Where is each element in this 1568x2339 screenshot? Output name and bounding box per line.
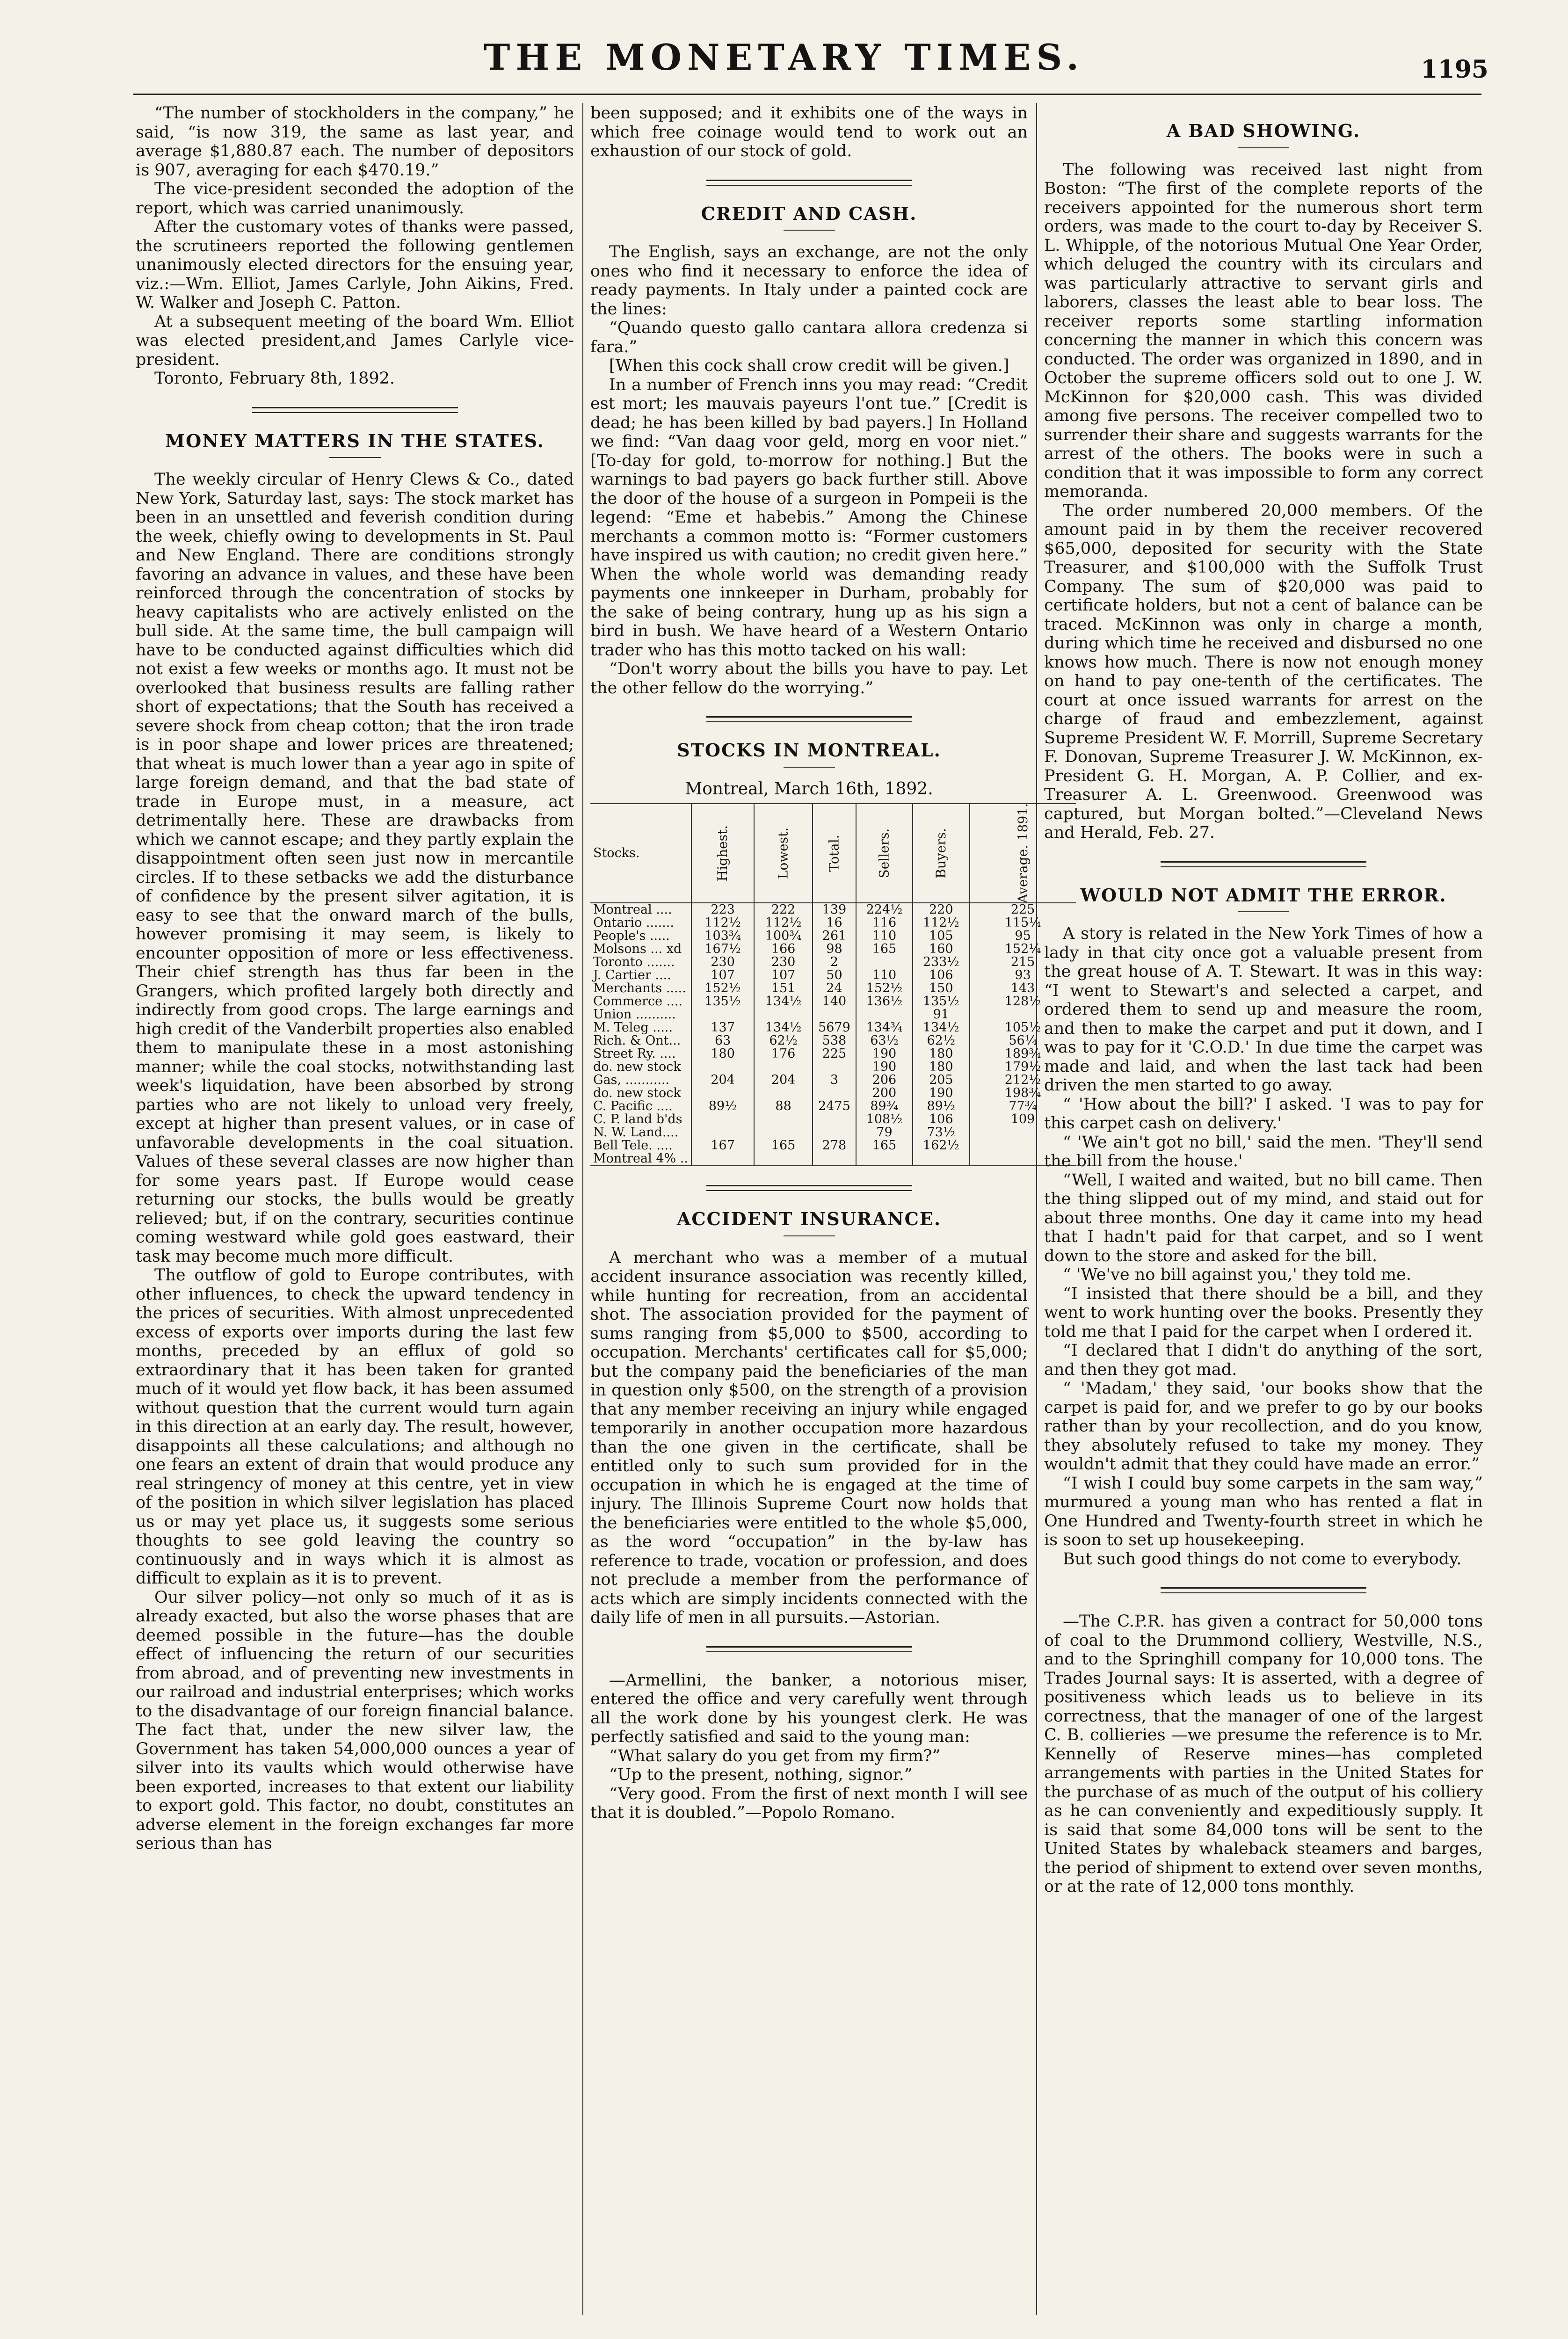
section-separator <box>706 1185 912 1191</box>
paragraph: The vice-president seconded the adoption of the report, which was carried unanimously. <box>136 180 574 218</box>
stock-value-cell: 198¾ <box>970 1087 1076 1100</box>
table-row <box>590 1100 1076 1113</box>
stocks-table <box>590 803 1076 1166</box>
stock-value-cell: 166 <box>754 943 813 956</box>
stock-value-cell: 115¼ <box>970 916 1076 930</box>
stock-value-cell <box>691 1113 754 1126</box>
stock-value-cell <box>754 1008 813 1021</box>
stock-value-cell: 112½ <box>691 916 754 930</box>
paragraph: “Quando questo gallo cantara allora credenza si fara.” <box>590 319 1028 356</box>
table-row <box>590 1047 1076 1061</box>
column-1 <box>136 104 574 1853</box>
stock-value-cell: 225 <box>813 1047 856 1061</box>
stock-value-cell: 190 <box>913 1087 970 1100</box>
table-row <box>590 956 1076 969</box>
stock-value-cell <box>754 1113 813 1126</box>
stock-name-cell: Montreal .... <box>593 902 672 917</box>
stocks-dateline: Montreal, March 16th, 1892. <box>685 779 933 799</box>
stock-value-cell: 89½ <box>913 1100 970 1113</box>
stock-value-cell: 16 <box>813 916 856 930</box>
stock-value-cell: 137 <box>691 1021 754 1034</box>
paragraph: “ 'How about the bill?' I asked. 'I was to pay for this carpet cash on delivery.' <box>1044 1095 1483 1133</box>
paragraph: “The number of stockholders in the company,” he said, “is now 319, the same as last year, and average $1,880.87 each. The number of depositors is 907, averaging for each $470.19.” <box>136 104 574 180</box>
stock-name-cell: C. Pacific .... <box>593 1099 673 1113</box>
stock-value-cell: 106 <box>913 1113 970 1126</box>
stock-value-cell: 134½ <box>913 1021 970 1034</box>
table-row <box>590 1074 1076 1087</box>
stock-name-cell: Union .......... <box>593 1007 676 1022</box>
paragraph: “Very good. From the first of next month I will see that it is doubled.”—Popolo Romano. <box>590 1784 1028 1822</box>
stock-value-cell: 105 <box>913 930 970 943</box>
table-row <box>590 1008 1076 1021</box>
stock-value-cell: 180 <box>913 1061 970 1074</box>
paragraph: In a number of French inns you may read: “Credit est mort; les mauvais payeurs l'ont tue.” [Credit is dead; he has been killed by bad payers.] In Holland we find: “Van daag voor geld, morg en voor niet.” [To-day for gold, to-morrow for nothing.] But the warnings to bad payers go back further still. Above the door of the house of a surgeon in Pompeii is the legend: “Eme et habebis.” Among the Chinese merchants a common motto is: “Former customers have inspired us with caution; no credit given here.” When the whole world was demanding ready payments one innkeeper in Durham, probably for the sake of being contrary, hung up as his sign a bird in bush. We have heard of a Western Ontario trader who has this motto tacked on his wall: <box>590 375 1028 660</box>
table-row <box>590 1152 1076 1166</box>
stock-value-cell <box>813 1126 856 1139</box>
table-header-row <box>590 804 1076 903</box>
stock-value-cell: 180 <box>913 1047 970 1061</box>
stock-value-cell: 63½ <box>856 1034 913 1047</box>
stock-value-cell <box>691 1008 754 1021</box>
table-row <box>590 1087 1076 1100</box>
article-heading-would-not-admit: WOULD NOT ADMIT THE ERROR. <box>1080 884 1447 906</box>
stock-value-cell <box>856 1152 913 1166</box>
stock-value-cell: 224½ <box>856 903 913 916</box>
stock-value-cell: 180 <box>691 1047 754 1061</box>
stock-value-cell: 261 <box>813 930 856 943</box>
stock-value-cell: 2 <box>813 956 856 969</box>
stock-value-cell: 100¾ <box>754 930 813 943</box>
stock-value-cell: 77¾ <box>970 1100 1076 1113</box>
paragraph: The outflow of gold to Europe contributes, with other influences, to check the upward tendency in the prices of securities. With almost unprecedented excess of exports over imports during the last few months, preceded by an efflux of gold so extraordinary that it has been taken for granted much of it would yet flow back, it has been assumed without question that the current would turn again in this direction at an early day. The result, however, disappoints all these calculations; and although no one fears an extent of drain that would produce any real stringency of money at this centre, yet in view of the position in which silver legislation has placed us or may yet place us, it suggests some serious thoughts to see gold leaving the country so continuously and in ways which it is almost as difficult to explain as it is to prevent. <box>136 1266 574 1588</box>
paragraph: —Armellini, the banker, a notorious miser, entered the office and very carefully went through all the work done by his youngest clerk. He was perfectly satisfied and said to the young man: <box>590 1671 1028 1746</box>
paragraph: The order numbered 20,000 members. Of the amount paid in by them the receiver recovered $65,000, deposited for security with the State Treasurer, and $100,000 with the Suffolk Trust Company. The sum of $20,000 was paid to certificate holders, but not a cent of balance can be traced. McKinnon was only in charge a month, during which time he received and disbursed no one knows how much. There is now not enough money on hand to pay one-tenth of the certificates. The court at once issued warrants for arrest on the charge of fraud and embezzlement, against Supreme President W. F. Morrill, Supreme Secretary F. Donovan, Supreme Treasurer J. W. McKinnon, ex-President G. H. Morgan, A. P. Collier, and ex-Treasurer A. L. Greenwood. Greenwood was captured, but Morgan bolted.”—Cleveland News and Herald, Feb. 27. <box>1044 501 1483 842</box>
stock-name-cell: Rich. & Ont... <box>593 1033 681 1048</box>
stock-name-cell: do. new stock <box>593 1086 681 1100</box>
stock-value-cell: 106 <box>913 969 970 982</box>
stock-value-cell: 151 <box>754 982 813 995</box>
stock-name-cell: Ontario ....... <box>593 915 674 930</box>
stock-value-cell: 204 <box>691 1074 754 1087</box>
stock-value-cell: 205 <box>913 1074 970 1087</box>
paragraph: A story is related in the New York Times of how a lady in that city once got a valuable present from the great house of A. T. Stewart. It was in this way: “I went to Stewart's and selected a carpet, and ordered them to send up and measure the room, and then to make the carpet and put it down, and I was to pay for it 'C.O.D.' In due time the carpet was made and laid, and when the last tack had been driven the men started to go away. <box>1044 924 1483 1095</box>
table-row <box>590 1113 1076 1126</box>
stock-value-cell: 56¼ <box>970 1034 1076 1047</box>
dateline-signoff: Toronto, February 8th, 1892. <box>154 369 395 388</box>
stock-value-cell: 167½ <box>691 943 754 956</box>
paragraph: The weekly circular of Henry Clews & Co., dated New York, Saturday last, says: The stock market has been in an unsettled and feverish condition during the week, chiefly owing to developments in St. Paul and New England. There are conditions strongly favoring an advance in values, and these have been reinforced through the concentration of stocks by heavy capitalists who are actively enlisted on the bull side. At the same time, the bull campaign will have to be conducted against difficulties which did not exist a few weeks or months ago. It must not be overlooked that business results are falling rather short of expectations; that the South has received a severe shock from cheap cotton; that the iron trade is in poor shape and lower prices are threatened; that wheat is much lower than a year ago in spite of large foreign demand, and that the bad state of trade in Europe must, in a measure, act detrimentally here. These are drawbacks from which we cannot escape; and they partly explain the disappointment often seen just now in mercantile circles. If to these setbacks we add the disturbance of confidence by the present silver agitation, it is easy to see that the onward march of the bulls, however promising it may seem, is likely to encounter opposition of more or less effectiveness. Their chief strength has thus far been in the Grangers, which profited largely both directly and indirectly from good crops. The large earnings and high credit of the Vanderbilt properties also enabled them to manipulate these in a most astonishing manner; while the coal stocks, notwithstanding last week's liquidation, have been absorbed by strong parties who are not likely to unload very freely, except at higher than present values, or in case of unfavorable developments in the coal situation. Values of these several classes are now higher than for some years past. If Europe would cease returning our stocks, the bulls would be greatly relieved; but, if on the contrary, securities continue coming westward while gold goes eastward, their task may become much more difficult. <box>136 470 574 1266</box>
paragraph: “What salary do you get from my firm?” <box>609 1746 941 1765</box>
stock-value-cell: 62½ <box>913 1034 970 1047</box>
table-row <box>590 1061 1076 1074</box>
section-separator <box>706 1646 912 1652</box>
stock-value-cell <box>856 1008 913 1021</box>
paragraph: But such good things do not come to everybody. <box>1063 1549 1462 1569</box>
stock-name-cell: M. Teleg ..... <box>593 1020 673 1035</box>
stock-name-cell: Molsons ... xd <box>593 942 682 956</box>
column-header <box>913 804 970 903</box>
paragraph: The following was received last night from Boston: “The first of the complete reports of the receivers appointed for the numerous short term orders, was made to the court to-day by Receiver S. L. Whipple, of the notorious Mutual One Year Order, which deluged the country with its circulars and was particularly attractive to servant girls and laborers, classes the least able to bear loss. The receiver reports some startling information concerning the manner in which this concern was conducted. The order was organized in 1890, and in October the supreme officers sold out to one J. W. McKinnon for $20,000 cash. This was divided among five persons. The receiver compelled two to surrender their share and suggests warrants for the arrest of the others. The books were in such a condition that it was impossible to form any correct memoranda. <box>1044 160 1483 501</box>
stock-value-cell: 225 <box>970 903 1076 916</box>
paragraph: “Don't worry about the bills you have to pay. Let the other fellow do the worrying.” <box>590 660 1028 697</box>
column-header <box>856 804 913 903</box>
stock-value-cell: 140 <box>813 995 856 1008</box>
stock-value-cell <box>754 1061 813 1074</box>
stock-value-cell: 165 <box>856 943 913 956</box>
stock-value-cell: 190 <box>856 1047 913 1061</box>
paragraph: “ 'We ain't got no bill,' said the men. 'They'll send the bill from the house.' <box>1044 1133 1483 1170</box>
stock-name-cell: Toronto ....... <box>593 955 675 969</box>
stock-value-cell: 215 <box>970 956 1076 969</box>
section-separator <box>1161 1587 1366 1593</box>
paragraph: A merchant who was a member of a mutual accident insurance association was recently killed, while hunting for recreation, from an accidental shot. The association provided for the payment of sums ranging from $5,000 to $500, according to occupation. Merchants' certificates call for $5,000; but the company paid the beneficiaries of the man in question only $500, on the strength of a provision that any member receiving an injury while engaged temporarily in another occupation more hazardous than the one given in the certificate, shall be entitled only to such sum provided for in the occupation in which he is engaged at the time of injury. The Illinois Supreme Court now holds that the beneficiaries were entitled to the whole $5,000, as the word “occupation” in the by-law has reference to trade, vocation or profession, and does not preclude a member from the performance of acts which are simply incidents connected with the daily life of men in all pursuits.—Astorian. <box>590 1248 1028 1627</box>
stock-value-cell: 88 <box>754 1100 813 1113</box>
stock-value-cell: 136½ <box>856 995 913 1008</box>
stock-value-cell: 89¾ <box>856 1100 913 1113</box>
stock-value-cell: 62½ <box>754 1034 813 1047</box>
heading-dash <box>1238 147 1289 148</box>
stock-value-cell: 233½ <box>913 956 970 969</box>
stock-value-cell: 110 <box>856 969 913 982</box>
stock-value-cell: 165 <box>856 1139 913 1152</box>
stock-value-cell: 212½ <box>970 1074 1076 1087</box>
paragraph: The English, says an exchange, are not the only ones who find it necessary to enforce the idea of ready payments. In Italy under a painted cock are the lines: <box>590 243 1028 319</box>
stock-name-cell: J. Cartier .... <box>593 968 671 982</box>
stock-value-cell: 95 <box>970 930 1076 943</box>
stock-value-cell: 167 <box>691 1139 754 1152</box>
stock-name-cell: Gas, ........... <box>593 1073 670 1087</box>
table-row <box>590 982 1076 995</box>
stock-value-cell: 108½ <box>856 1113 913 1126</box>
stock-value-cell: 204 <box>754 1074 813 1087</box>
column-divider-2 <box>1036 103 1037 2315</box>
stock-value-cell: 116 <box>856 916 913 930</box>
table-row <box>590 1139 1076 1152</box>
table-row <box>590 1034 1076 1047</box>
stock-name-cell: do. new stock <box>593 1060 681 1074</box>
article-heading-stocks: STOCKS IN MONTREAL. <box>677 740 941 761</box>
column-2 <box>590 104 1041 1823</box>
stock-value-cell <box>754 1087 813 1100</box>
section-separator <box>706 716 912 722</box>
table-row <box>590 903 1076 916</box>
stock-value-cell: 107 <box>754 969 813 982</box>
stock-value-cell: 278 <box>813 1139 856 1152</box>
stock-value-cell: 105½ <box>970 1021 1076 1034</box>
stock-value-cell: 200 <box>856 1087 913 1100</box>
column-3 <box>1044 104 1483 1896</box>
stock-value-cell: 2475 <box>813 1100 856 1113</box>
stock-value-cell: 139 <box>813 903 856 916</box>
stock-value-cell: 93 <box>970 969 1076 982</box>
column-header-label: Highest. <box>715 825 731 881</box>
paragraph: At a subsequent meeting of the board Wm. Elliot was elected president,and James Carlyle vice-president. <box>136 312 574 369</box>
column-header <box>813 804 856 903</box>
paragraph: “Up to the present, nothing, signor.” <box>609 1765 913 1784</box>
paragraph: After the customary votes of thanks were passed, the scrutineers reported the following gentlemen unanimously elected directors for the ensuing year, viz.:—Wm. Elliot, James Carlyle, John Aikins, Fred. W. Walker and Joseph C. Patton. <box>136 218 574 312</box>
stock-value-cell: 50 <box>813 969 856 982</box>
stock-value-cell: 230 <box>754 956 813 969</box>
stock-value-cell: 24 <box>813 982 856 995</box>
table-row <box>590 969 1076 982</box>
page-number: 1195 <box>1421 55 1488 84</box>
heading-dash <box>329 457 381 458</box>
stock-value-cell: 5679 <box>813 1021 856 1034</box>
paragraph: —The C.P.R. has given a contract for 50,000 tons of coal to the Drummond colliery, Westville, N.S., and to the Springhill company for 10,000 tons. The Trades Journal says: It is asserted, with a degree of positiveness which leads us to believe in its correctness, that the manager of one of the largest C. B. collieries —we presume the reference is to Mr. Kennelly of Reserve mines—has completed arrangements with parties in the United States for the purchase of as much of the output of his colliery as he can conveniently and expeditiously supply. It is said that some 84,000 tons will be sent to the United States by whaleback steamers and barges, the period of shipment to extend over seven months, or at the rate of 12,000 tons monthly. <box>1044 1612 1483 1896</box>
column-header <box>754 804 813 903</box>
stock-value-cell: 103¾ <box>691 930 754 943</box>
stock-value-cell: 109 <box>970 1113 1076 1126</box>
paragraph: “I wish I could buy some carpets in the sam way,” murmured a young man who has rented a flat in One Hundred and Twenty-fourth street in which he is soon to set up housekeeping. <box>1044 1474 1483 1549</box>
stock-value-cell: 223 <box>691 903 754 916</box>
stock-name-cell: Montreal 4% .. <box>590 1152 691 1166</box>
stock-value-cell: 134½ <box>754 1021 813 1034</box>
heading-dash <box>784 230 835 231</box>
paragraph: [When this cock shall crow credit will be given.] <box>609 356 1009 375</box>
stock-name-cell: People's ..... <box>593 929 670 943</box>
stock-value-cell <box>813 1113 856 1126</box>
column-header-label: Buyers. <box>933 828 949 879</box>
stock-value-cell: 91 <box>913 1008 970 1021</box>
stock-value-cell: 230 <box>691 956 754 969</box>
stock-value-cell <box>691 1126 754 1139</box>
table-row <box>590 930 1076 943</box>
stock-name-cell: Commerce .... <box>593 994 683 1009</box>
publication-title: THE MONETARY TIMES. <box>483 36 1085 78</box>
heading-dash <box>784 767 835 768</box>
stock-value-cell: 135½ <box>691 995 754 1008</box>
stock-value-cell: 98 <box>813 943 856 956</box>
heading-dash <box>784 1235 835 1236</box>
masthead <box>0 0 1568 94</box>
stock-value-cell: 89½ <box>691 1100 754 1113</box>
table-row <box>590 1126 1076 1139</box>
stock-value-cell: 160 <box>913 943 970 956</box>
article-heading-accident-insurance: ACCIDENT INSURANCE. <box>676 1208 942 1229</box>
stock-value-cell: 79 <box>856 1126 913 1139</box>
masthead-rule <box>133 94 1481 95</box>
paragraph: “ 'We've no bill against you,' they told me. <box>1063 1265 1411 1284</box>
stock-name-cell: Street Ry. .... <box>593 1046 676 1061</box>
column-header-label: Lowest. <box>775 827 791 879</box>
stock-name-cell: Bell Tele. .... <box>593 1138 673 1153</box>
stock-value-cell: 112½ <box>754 916 813 930</box>
stock-value-cell: 134½ <box>754 995 813 1008</box>
stock-value-cell: 189¾ <box>970 1047 1076 1061</box>
stock-value-cell: 179½ <box>970 1061 1076 1074</box>
column-header <box>691 804 754 903</box>
stock-value-cell: 3 <box>813 1074 856 1087</box>
stock-value-cell: 128½ <box>970 995 1076 1008</box>
stock-value-cell <box>913 1152 970 1166</box>
stock-value-cell: 134¾ <box>856 1021 913 1034</box>
stock-value-cell: 222 <box>754 903 813 916</box>
stock-value-cell: 206 <box>856 1074 913 1087</box>
stock-value-cell: 176 <box>754 1047 813 1061</box>
stock-value-cell <box>691 1087 754 1100</box>
section-separator <box>706 180 912 186</box>
stock-value-cell <box>754 1152 813 1166</box>
stock-value-cell: 152¼ <box>970 943 1076 956</box>
stock-name-cell: Merchants ..... <box>593 981 686 995</box>
stock-value-cell: 112½ <box>913 916 970 930</box>
stock-value-cell: 110 <box>856 930 913 943</box>
stock-value-cell: 135½ <box>913 995 970 1008</box>
stock-value-cell: 63 <box>691 1034 754 1047</box>
column-divider-1 <box>582 103 583 2315</box>
stock-value-cell: 152½ <box>856 982 913 995</box>
column-header-label: Total. <box>826 834 842 872</box>
column-header-label: Average. 1891. <box>1015 803 1031 903</box>
stock-value-cell: 152½ <box>691 982 754 995</box>
stock-value-cell <box>856 956 913 969</box>
stock-value-cell: 165 <box>754 1139 813 1152</box>
stock-value-cell <box>754 1126 813 1139</box>
stock-value-cell: 162½ <box>913 1139 970 1152</box>
paragraph: “ 'Madam,' they said, 'our books show that the carpet is paid for, and we prefer to go by our books rather than by your recollection, and do you know, they absolutely refused to take my money. They wouldn't admit that they could have made an error.” <box>1044 1379 1483 1474</box>
paragraph: Our silver policy—not only so much of it as is already exacted, but also the worse phases that are deemed possible in the future—has the double effect of influencing the return of our securities from abroad, and of preventing new investments in our railroad and industrial enterprises; which works to the disadvantage of our foreign financial balance. The fact that, under the new silver law, the Government has taken 54,000,000 ounces a year of silver into its vaults which would otherwise have been exported, increases to that extent our liability to export gold. This factor, no doubt, constitutes an adverse element in the foreign exchanges far more serious than has <box>136 1588 574 1853</box>
table-body <box>590 903 1076 1166</box>
section-separator <box>252 407 458 413</box>
table-row <box>590 943 1076 956</box>
article-heading-money-matters: MONEY MATTERS IN THE STATES. <box>165 430 544 451</box>
stock-value-cell: 150 <box>913 982 970 995</box>
column-header: Stocks. <box>593 846 640 860</box>
stock-value-cell <box>813 1087 856 1100</box>
column-header-label: Sellers. <box>876 828 892 878</box>
article-heading-credit-and-cash: CREDIT AND CASH. <box>701 203 917 224</box>
paragraph: “Well, I waited and waited, but no bill came. Then the thing slipped out of my mind, and staid out for about three months. One day it came into my head that I hadn't paid for that carpet, and so I went down to the store and asked for the bill. <box>1044 1170 1483 1265</box>
stock-value-cell <box>813 1061 856 1074</box>
paragraph: “I declared that I didn't do anything of the sort, and then they got mad. <box>1044 1341 1483 1379</box>
table-row <box>590 916 1076 930</box>
stock-value-cell <box>691 1061 754 1074</box>
stock-name-cell: N. W. Land.... <box>593 1125 679 1140</box>
stock-value-cell: 190 <box>856 1061 913 1074</box>
stock-value-cell <box>813 1008 856 1021</box>
article-heading-bad-showing: A BAD SHOWING. <box>1166 120 1361 141</box>
table-row <box>590 1021 1076 1034</box>
paragraph: been supposed; and it exhibits one of the ways in which free coinage would tend to work out an exhaustion of our stock of gold. <box>590 104 1028 160</box>
stock-value-cell: 220 <box>913 903 970 916</box>
stock-value-cell: 73½ <box>913 1126 970 1139</box>
stock-value-cell <box>691 1152 754 1166</box>
stock-value-cell <box>813 1152 856 1166</box>
heading-dash <box>1238 911 1289 912</box>
stock-value-cell: 107 <box>691 969 754 982</box>
stock-name-cell: C. P. land b'ds <box>593 1112 682 1126</box>
table-row <box>590 995 1076 1008</box>
stock-value-cell: 538 <box>813 1034 856 1047</box>
section-separator <box>1161 861 1366 867</box>
stock-value-cell: 143 <box>970 982 1076 995</box>
paragraph: “I insisted that there should be a bill, and they went to work hunting over the books. Presently they told me that I paid for the carpet when I ordered it. <box>1044 1284 1483 1341</box>
